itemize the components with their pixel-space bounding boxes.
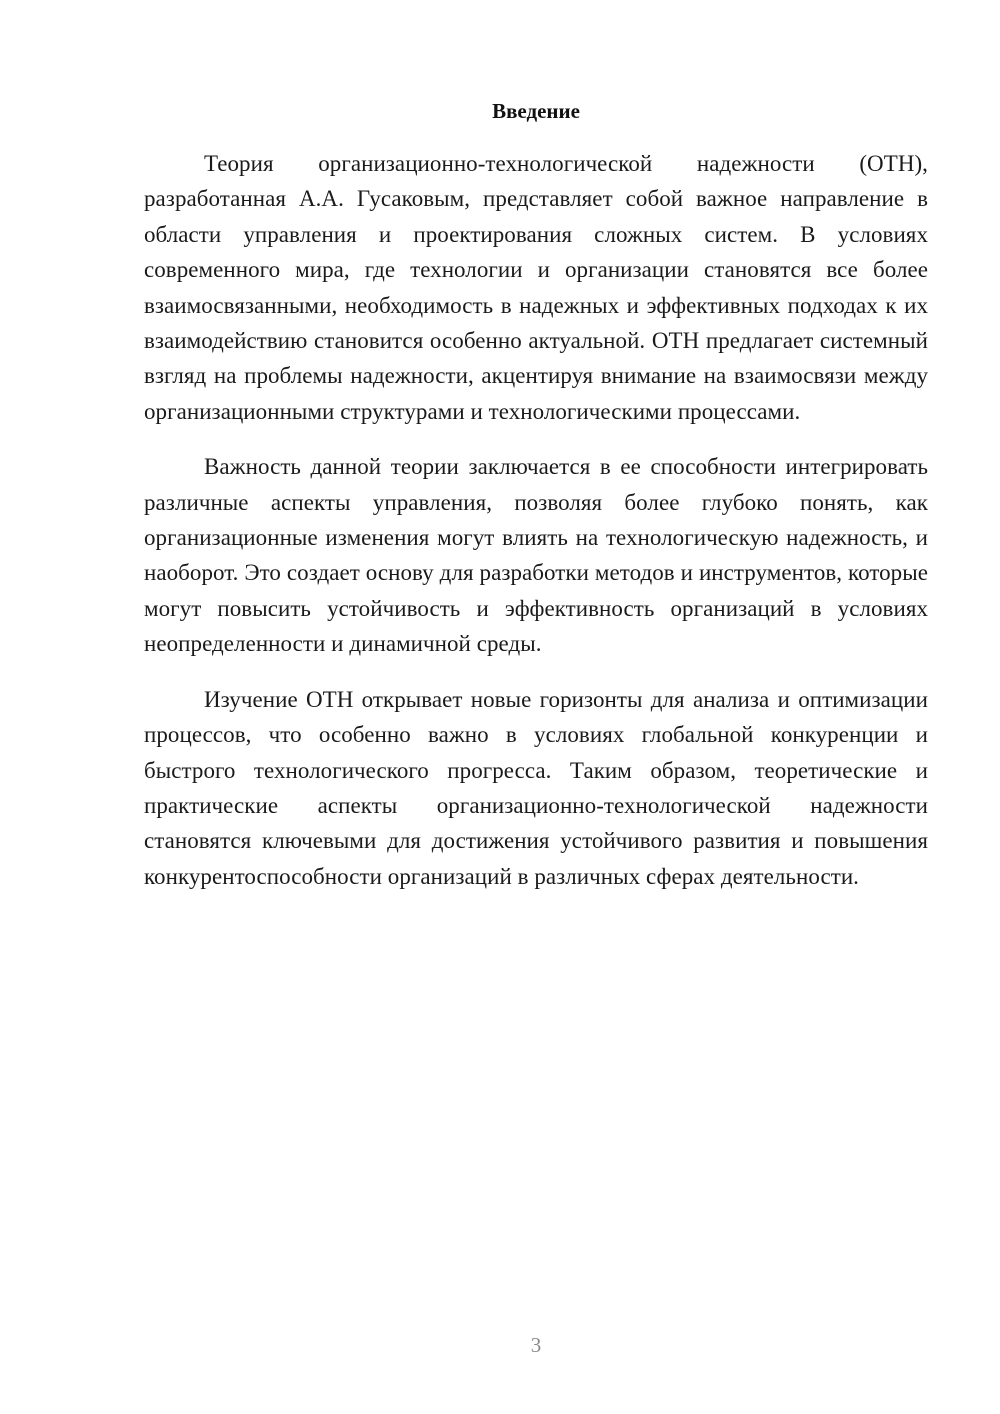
paragraph-1: Теория организационно-технологической надежности (ОТН), разработанная А.А. Гусаковым, представляет собой важное направление в области управления и проектирования сложных систем. В условиях современного мира, где технологии и организации становятся все более взаимосвязанными, необходимость в надежных и эффективных подходах к их взаимодействию становится особенно актуальной. ОТН предлагает системный взгляд на проблемы надежности, акцентируя внимание на взаимосвязи между организационными структурами и технологическими процессами. [144, 151, 928, 424]
section-heading: Введение [492, 99, 580, 123]
page-number: 3 [530, 1333, 542, 1357]
paragraph-3: Изучение ОТН открывает новые горизонты для анализа и оптимизации процессов, что особенно важно в условиях глобальной конкуренции и быстрого технологического прогресса. Таким образом, теоретические и практические аспекты организационно-технологической надежности становятся ключевыми для достижения устойчивого развития и повышения конкурентоспособности организаций в различных сферах деятельности. [144, 686, 928, 889]
page-content [144, 96, 928, 914]
paragraph-2: Важность данной теории заключается в ее способности интегрировать различные аспекты управления, позволяя более глубоко понять, как организационные изменения могут влиять на технологическую надежность, и наоборот. Это создает основу для разработки методов и инструментов, которые могут повысить устойчивость и эффективность организаций в условиях неопределенности и динамичной среды. [144, 454, 928, 657]
